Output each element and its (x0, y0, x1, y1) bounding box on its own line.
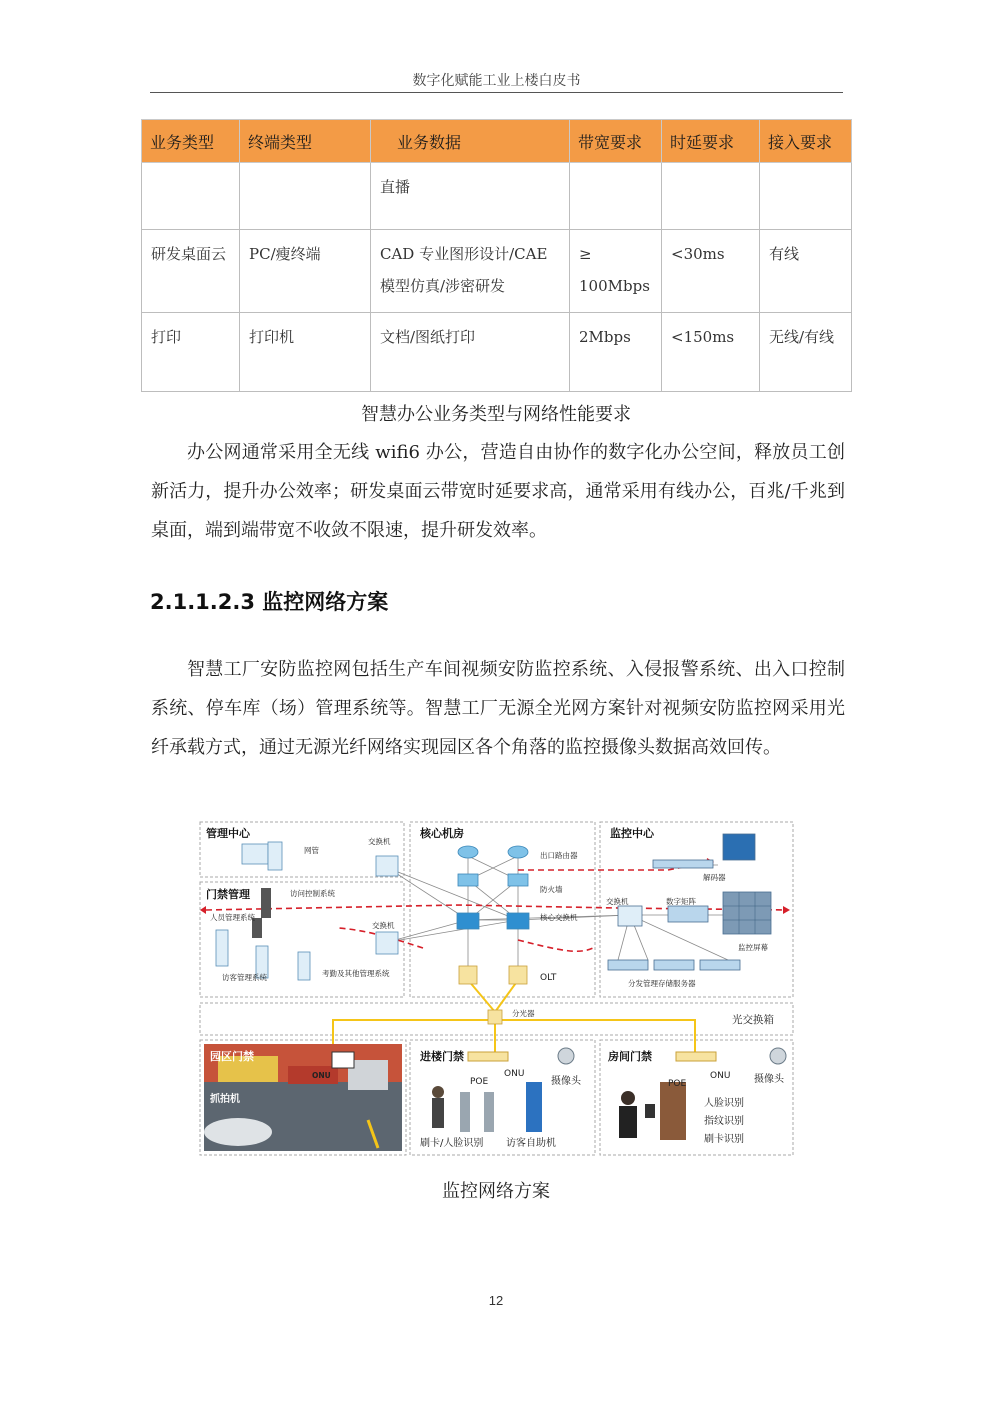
performance-table (141, 119, 852, 392)
table-header-cell: 时延要求 (662, 120, 760, 163)
figure-caption: 监控网络方案 (442, 1181, 550, 1202)
car-icon (204, 1118, 272, 1146)
core-switch-icon (507, 913, 529, 929)
table-cell (570, 163, 662, 230)
digital-matrix-label: 数字矩阵 (666, 897, 696, 906)
attendance-system-label: 考勤及其他管理系统 (322, 969, 390, 978)
server-icon (216, 930, 228, 966)
table-row (142, 163, 852, 230)
table-cell: 文档/图纸打印 (371, 313, 570, 392)
table-cell (142, 163, 240, 230)
paragraph-office-network: 办公网通常采用全无线 wifi6 办公，营造自由协作的数字化办公空间，释放员工创新活力，提升办公效率；研发桌面云带宽时延要求高，通常采用有线办公，百兆/千兆到桌面，端到端带宽不收敛不限速，提升研发效率。 (151, 442, 845, 541)
optical-box-label: 光交换箱 (732, 1014, 774, 1026)
table-cell (240, 163, 371, 230)
running-header: 数字化赋能工业上楼白皮书 (412, 73, 581, 89)
egress-router-label: 出口路由器 (540, 851, 578, 860)
poe-switch-icon (676, 1052, 716, 1061)
switch-icon (376, 856, 398, 876)
park-gate-title: 园区门禁 (210, 1050, 254, 1063)
management-center-title: 管理中心 (206, 827, 250, 840)
olt-icon (459, 966, 477, 984)
snapshot-label: 抓拍机 (210, 1094, 240, 1105)
core-room-panel (410, 822, 595, 997)
router-icon (458, 846, 478, 858)
table-header-cell: 接入要求 (760, 120, 852, 163)
firewall-icon (508, 874, 528, 886)
table-header-cell: 业务数据 (371, 120, 570, 163)
table-cell: 打印机 (240, 313, 371, 392)
table-row (142, 313, 852, 392)
poe-switch-icon (468, 1052, 508, 1061)
reader-icon (645, 1104, 655, 1118)
building-gate-title: 进楼门禁 (420, 1050, 464, 1063)
access-management-title: 门禁管理 (206, 888, 250, 901)
switch-icon (376, 932, 398, 954)
table-cell (760, 163, 852, 230)
visitor-system-label: 访客管理系统 (222, 973, 267, 982)
table-header-cell: 终端类型 (240, 120, 371, 163)
visitor-control-label: 访问控制系统 (290, 889, 335, 898)
turnstile-icon (484, 1092, 494, 1132)
router-icon (508, 846, 528, 858)
card-id-label: 刷卡识别 (704, 1134, 744, 1145)
person-icon (621, 1091, 635, 1105)
paragraph-surveillance: 智慧工厂安防监控网包括生产车间视频安防监控系统、入侵报警系统、出入口控制系统、停车库（场）管理系统等。智慧工厂无源全光网方案针对视频安防监控网采用光纤承载方式，通过无源光纤网络实现园区各个角落的监控摄像头数据高效回传。 (151, 659, 845, 758)
header-rule (150, 92, 843, 93)
onu-label: ONU (504, 1069, 525, 1079)
poe-label: POE (470, 1077, 489, 1087)
table-cell: 2Mbps (570, 313, 662, 392)
camera-icon (770, 1048, 786, 1064)
storage-icon (654, 960, 694, 970)
table-cell: 打印 (142, 313, 240, 392)
table-header-cell: 带宽要求 (570, 120, 662, 163)
video-wall-label: 监控屏幕 (738, 943, 768, 952)
olt-label: OLT (540, 973, 557, 983)
table-caption: 智慧办公业务类型与网络性能要求 (361, 404, 631, 425)
fingerprint-id-label: 指纹识别 (704, 1116, 744, 1127)
core-room-title: 核心机房 (420, 827, 464, 840)
kiosk-icon (526, 1082, 542, 1132)
video-wall-icon (723, 892, 771, 934)
table-row (142, 230, 852, 313)
monitor-center-title: 监控中心 (610, 827, 654, 840)
netmgmt-label: 网管 (304, 846, 319, 855)
onu-label: ONU (312, 1071, 331, 1080)
table-cell: <150ms (662, 313, 760, 392)
olt-icon (509, 966, 527, 984)
table-cell: 有线 (760, 230, 852, 313)
splitter-icon (488, 1010, 502, 1024)
decoder-label: 解码器 (703, 873, 726, 882)
surveillance-network-diagram (198, 820, 795, 1158)
server-icon (268, 842, 282, 870)
decoder-icon (653, 860, 713, 868)
card-face-label: 刷卡/人脸识别 (420, 1138, 484, 1149)
room-gate-title: 房间门禁 (608, 1050, 652, 1063)
page-number: 12 (488, 1293, 504, 1308)
door-icon (660, 1082, 686, 1140)
kiosk-label: 访客自助机 (506, 1138, 556, 1149)
poe-label: POE (668, 1079, 687, 1089)
turnstile-icon (460, 1092, 470, 1132)
switch-label: 交换机 (368, 837, 391, 846)
table-header-row (142, 120, 852, 163)
storage-label: 分发管理存储服务器 (628, 979, 696, 988)
person-icon (432, 1086, 444, 1098)
camera-label: 摄像头 (551, 1076, 581, 1087)
personnel-system-label: 人员管理系统 (210, 913, 255, 922)
table-cell: ≥ 100Mbps (570, 230, 662, 313)
storage-icon (700, 960, 740, 970)
switch-icon (618, 906, 642, 926)
face-id-label: 人脸识别 (704, 1098, 744, 1109)
firewall-icon (458, 874, 478, 886)
server-icon (298, 952, 310, 980)
switch-label: 交换机 (372, 921, 395, 930)
table-cell: <30ms (662, 230, 760, 313)
table-cell: 无线/有线 (760, 313, 852, 392)
switch-label: 交换机 (606, 897, 629, 906)
core-switch-label: 核心交换机 (540, 913, 578, 922)
section-heading: 2.1.1.2.3 监控网络方案 (150, 590, 389, 614)
table-header-cell: 业务类型 (142, 120, 240, 163)
workstation-icon (723, 834, 755, 860)
table-cell: CAD 专业图形设计/CAE 模型仿真/涉密研发 (371, 230, 570, 313)
core-switch-icon (457, 913, 479, 929)
matrix-icon (668, 906, 708, 922)
storage-icon (608, 960, 648, 970)
firewall-label: 防火墙 (540, 885, 563, 894)
splitter-label: 分光器 (512, 1009, 535, 1018)
table-cell (662, 163, 760, 230)
monitor-icon (242, 844, 268, 864)
camera-label: 摄像头 (754, 1074, 784, 1085)
camera-icon (558, 1048, 574, 1064)
table-cell: 直播 (371, 163, 570, 230)
table-cell: 研发桌面云 (142, 230, 240, 313)
onu-label: ONU (710, 1071, 731, 1081)
table-cell: PC/瘦终端 (240, 230, 371, 313)
